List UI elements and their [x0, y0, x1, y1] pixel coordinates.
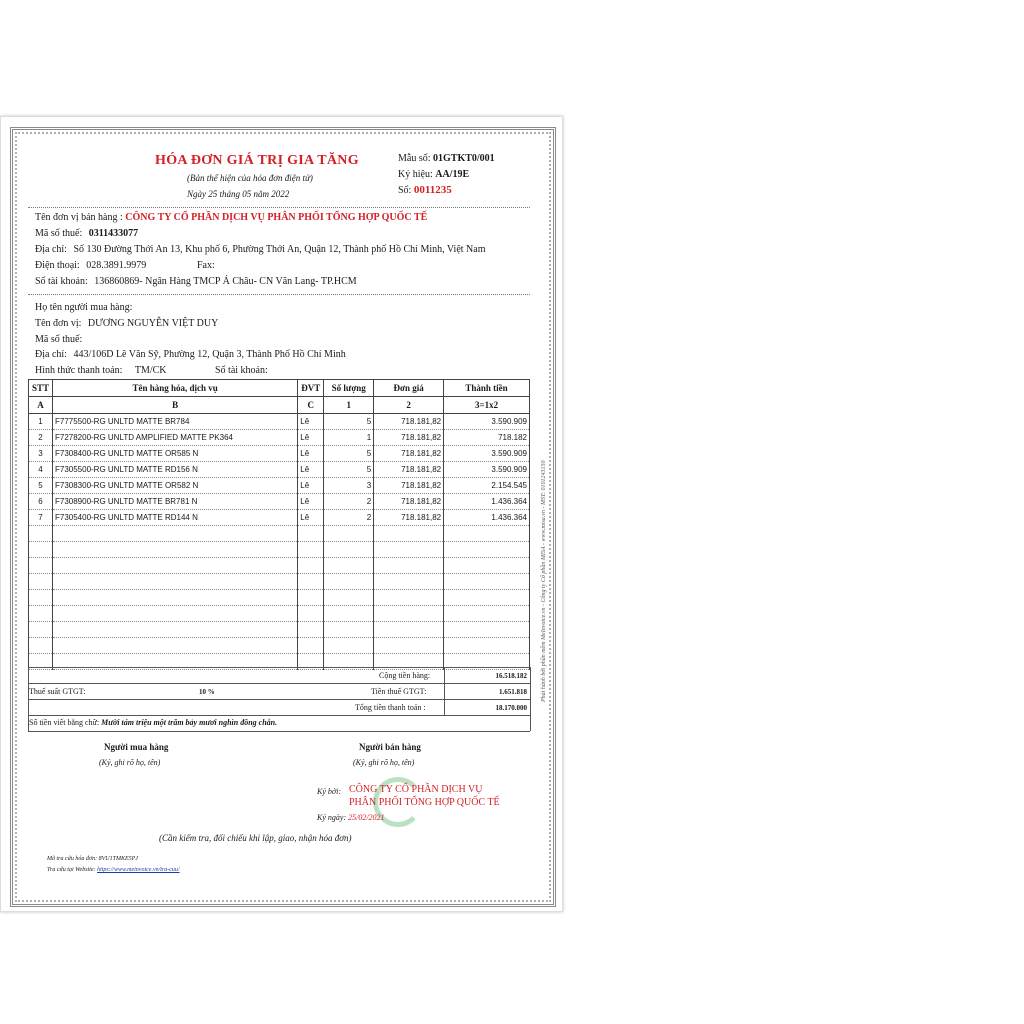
blank-cell — [374, 606, 444, 622]
blank-cell — [324, 590, 374, 606]
buyer-unit-label: Tên đơn vị: — [35, 318, 82, 329]
invoice-number — [398, 184, 452, 196]
seller-tax: 0311433077 — [88, 228, 139, 239]
items-table — [28, 379, 530, 670]
lookup-site-link[interactable]: https://www.meinvoice.vn/tra-cuu/ — [97, 867, 180, 873]
buyer-payment-label: Hình thức thanh toán: — [35, 365, 123, 376]
seller-fax-label: Fax: — [197, 260, 215, 271]
row-name: F7305400-RG UNLTD MATTE RD144 N — [52, 510, 297, 526]
blank-cell — [444, 606, 530, 622]
number-label: Số: — [398, 185, 412, 196]
blank-cell — [324, 606, 374, 622]
buyer-unit: DƯƠNG NGUYỄN VIỆT DUY — [87, 318, 219, 329]
vat-rate-label: Thuế suất GTGT: — [29, 687, 86, 696]
subheader-c: C — [298, 397, 324, 414]
row-stt: 7 — [29, 510, 53, 526]
total-label: Tổng tiền thanh toán : — [355, 703, 426, 712]
blank-cell — [444, 590, 530, 606]
blank-cell — [52, 542, 297, 558]
row-quantity: 3 — [324, 478, 374, 494]
blank-table-row — [29, 590, 530, 606]
table-header-row — [29, 380, 530, 397]
table-row — [29, 414, 530, 430]
buyer-address: 443/106D Lê Văn Sỹ, Phường 12, Quận 3, Thành Phố Hồ Chí Minh — [73, 349, 346, 360]
table-row — [29, 446, 530, 462]
row-quantity: 2 — [324, 494, 374, 510]
blank-table-row — [29, 574, 530, 590]
header-stt: STT — [29, 380, 53, 397]
row-price: 718.181,82 — [374, 510, 444, 526]
row-amount: 2.154.545 — [444, 478, 530, 494]
lookup-code: Mã tra cứu hóa đơn: 8VU1TMKE5PJ — [47, 856, 138, 862]
blank-cell — [298, 574, 324, 590]
blank-table-row — [29, 558, 530, 574]
number-value: 0011235 — [413, 184, 452, 196]
header-amount: Thành tiền — [444, 380, 530, 397]
lookup-site-row — [47, 867, 180, 873]
row-quantity: 1 — [324, 430, 374, 446]
blank-cell — [52, 574, 297, 590]
template-label: Mẫu số: — [398, 153, 431, 164]
seller-signature-note: (Ký, ghi rõ họ, tên) — [353, 758, 415, 767]
symbol-value: AA/19E — [435, 169, 470, 180]
words-label: Số tiền viết bằng chữ: — [29, 718, 100, 727]
signed-by-line2: PHÂN PHỐI TỔNG HỢP QUỐC TẾ — [349, 797, 500, 808]
blank-cell — [444, 638, 530, 654]
side-publisher-text: Phát hành bởi phần mềm MeInvoice.vn - Công ty Cổ phần MISA - www.misa.vn - MST: 0101243150 — [541, 460, 547, 702]
divider — [28, 667, 29, 731]
row-stt: 2 — [29, 430, 53, 446]
template-code — [398, 153, 495, 164]
invoice-date: Ngày 25 tháng 05 năm 2022 — [187, 189, 290, 199]
blank-cell — [444, 558, 530, 574]
buyer-address-row — [35, 349, 346, 360]
divider — [28, 207, 530, 208]
row-amount: 1.436.364 — [444, 510, 530, 526]
table-row — [29, 430, 530, 446]
blank-cell — [298, 590, 324, 606]
blank-cell — [52, 590, 297, 606]
table-row — [29, 494, 530, 510]
row-name: F7775500-RG UNLTD MATTE BR784 — [52, 414, 297, 430]
buyer-signature-note: (Ký, ghi rõ họ, tên) — [99, 758, 161, 767]
blank-cell — [324, 526, 374, 542]
blank-cell — [324, 574, 374, 590]
signed-date-label: Ký ngày: — [317, 813, 347, 822]
row-amount: 3.590.909 — [444, 462, 530, 478]
divider — [530, 667, 531, 731]
blank-cell — [374, 526, 444, 542]
blank-cell — [29, 638, 53, 654]
row-name: F7278200-RG UNLTD AMPLIFIED MATTE PK364 — [52, 430, 297, 446]
seller-phone-label: Điện thoại: — [35, 260, 80, 271]
blank-cell — [374, 622, 444, 638]
total-value: 18.170.000 — [495, 704, 527, 712]
subtotal-label: Cộng tiền hàng: — [379, 671, 431, 680]
row-amount: 1.436.364 — [444, 494, 530, 510]
subheader-1: 1 — [324, 397, 374, 414]
row-stt: 5 — [29, 478, 53, 494]
blank-cell — [52, 526, 297, 542]
blank-cell — [29, 606, 53, 622]
subheader-2: 2 — [374, 397, 444, 414]
amount-in-words-row — [29, 718, 277, 727]
totals-top-line — [28, 667, 530, 668]
buyer-address-label: Địa chỉ: — [35, 349, 67, 360]
row-unit: Lê — [298, 510, 324, 526]
subtotal-value: 16.518.182 — [495, 672, 527, 680]
blank-cell — [374, 590, 444, 606]
divider — [28, 715, 530, 716]
seller-phone-row — [35, 260, 146, 271]
table-subheader-row — [29, 397, 530, 414]
words-value: Mười tám triệu một trăm bảy mươi nghìn đồng chẵn. — [101, 718, 278, 727]
blank-cell — [324, 542, 374, 558]
seller-address-row — [35, 244, 486, 255]
row-quantity: 5 — [324, 446, 374, 462]
buyer-signature-title: Người mua hàng — [104, 742, 169, 752]
seller-tax-row — [35, 228, 138, 239]
buyer-tax-label: Mã số thuế: — [35, 334, 83, 345]
lookup-site-label: Tra cứu tại Website: — [47, 867, 96, 873]
header-price: Đơn giá — [374, 380, 444, 397]
blank-cell — [374, 574, 444, 590]
invoice-title: HÓA ĐƠN GIÁ TRỊ GIA TĂNG — [155, 153, 359, 168]
vat-value: 1.651.818 — [499, 688, 527, 696]
seller-signature-title: Người bán hàng — [359, 742, 421, 752]
buyer-person-label: Họ tên người mua hàng: — [35, 302, 133, 313]
blank-table-row — [29, 542, 530, 558]
blank-cell — [29, 526, 53, 542]
template-value: 01GTKT0/001 — [433, 153, 495, 164]
blank-table-row — [29, 638, 530, 654]
signed-date-row — [317, 813, 385, 822]
signed-by-label: Ký bởi: — [317, 787, 342, 796]
row-unit: Lê — [298, 494, 324, 510]
blank-table-row — [29, 622, 530, 638]
row-stt: 6 — [29, 494, 53, 510]
blank-cell — [52, 622, 297, 638]
row-price: 718.181,82 — [374, 430, 444, 446]
seller-account-row — [35, 276, 357, 287]
blank-cell — [52, 606, 297, 622]
blank-cell — [29, 590, 53, 606]
blank-cell — [52, 558, 297, 574]
totals-divider — [444, 667, 445, 715]
row-stt: 4 — [29, 462, 53, 478]
blank-cell — [374, 542, 444, 558]
blank-cell — [324, 558, 374, 574]
buyer-account-label: Số tài khoản: — [215, 365, 268, 376]
row-stt: 1 — [29, 414, 53, 430]
footer-note: (Cần kiểm tra, đối chiếu khi lập, giao, nhận hóa đơn) — [159, 833, 352, 843]
subheader-a: A — [29, 397, 53, 414]
row-name: F7308300-RG UNLTD MATTE OR582 N — [52, 478, 297, 494]
blank-cell — [298, 638, 324, 654]
row-name: F7308900-RG UNLTD MATTE BR781 N — [52, 494, 297, 510]
subheader-b: B — [52, 397, 297, 414]
blank-cell — [324, 622, 374, 638]
seller-account: 136860869- Ngân Hàng TMCP Á Châu- CN Văn Lang- TP.HCM — [94, 276, 357, 287]
table-row — [29, 478, 530, 494]
blank-table-row — [29, 606, 530, 622]
header-quantity: Số lượng — [324, 380, 374, 397]
row-amount: 3.590.909 — [444, 446, 530, 462]
blank-table-row — [29, 526, 530, 542]
seller-address-label: Địa chỉ: — [35, 244, 67, 255]
seller-account-label: Số tài khoản: — [35, 276, 88, 287]
divider — [28, 683, 530, 684]
vat-rate-value: 10 % — [199, 688, 215, 696]
invoice-subtitle: (Bản thể hiện của hóa đơn điện tử) — [187, 173, 313, 183]
signed-date-value: 25/02/2021 — [348, 813, 385, 822]
row-name: F7305500-RG UNLTD MATTE RD156 N — [52, 462, 297, 478]
seller-tax-label: Mã số thuế: — [35, 228, 83, 239]
blank-cell — [29, 558, 53, 574]
blank-cell — [298, 542, 324, 558]
row-unit: Lê — [298, 430, 324, 446]
divider — [28, 699, 530, 700]
invoice-sheet — [0, 116, 563, 912]
seller-phone: 028.3891.9979 — [86, 260, 147, 271]
buyer-payment-row — [35, 365, 167, 376]
table-bottom-line — [28, 731, 530, 732]
header-unit: ĐVT — [298, 380, 324, 397]
row-name: F7308400-RG UNLTD MATTE OR585 N — [52, 446, 297, 462]
blank-cell — [29, 622, 53, 638]
table-row — [29, 510, 530, 526]
blank-cell — [298, 622, 324, 638]
row-price: 718.181,82 — [374, 478, 444, 494]
buyer-payment: TM/CK — [134, 365, 167, 376]
blank-cell — [444, 574, 530, 590]
blank-cell — [374, 558, 444, 574]
vat-label: Tiền thuế GTGT: — [371, 687, 427, 696]
row-price: 718.181,82 — [374, 494, 444, 510]
row-unit: Lê — [298, 446, 324, 462]
row-quantity: 5 — [324, 414, 374, 430]
blank-cell — [444, 622, 530, 638]
row-quantity: 5 — [324, 462, 374, 478]
blank-cell — [374, 638, 444, 654]
row-quantity: 2 — [324, 510, 374, 526]
row-unit: Lê — [298, 414, 324, 430]
seller-name-label: Tên đơn vị bán hàng : — [35, 212, 123, 223]
row-price: 718.181,82 — [374, 446, 444, 462]
buyer-unit-row — [35, 318, 218, 329]
row-amount: 718.182 — [444, 430, 530, 446]
row-amount: 3.590.909 — [444, 414, 530, 430]
blank-cell — [298, 606, 324, 622]
seller-name-row — [35, 212, 427, 223]
blank-cell — [444, 526, 530, 542]
blank-cell — [29, 574, 53, 590]
row-unit: Lê — [298, 462, 324, 478]
row-price: 718.181,82 — [374, 414, 444, 430]
blank-cell — [298, 558, 324, 574]
blank-cell — [324, 638, 374, 654]
signed-by-line1: CÔNG TY CỔ PHẦN DỊCH VỤ — [349, 784, 483, 795]
row-price: 718.181,82 — [374, 462, 444, 478]
header-name: Tên hàng hóa, dịch vụ — [52, 380, 297, 397]
symbol-code — [398, 169, 469, 180]
blank-cell — [52, 638, 297, 654]
seller-address: Số 130 Đường Thới An 13, Khu phố 6, Phường Thới An, Quận 12, Thành phố Hồ Chí Minh, Việt Nam — [73, 244, 486, 255]
symbol-label: Ký hiệu: — [398, 169, 433, 180]
row-unit: Lê — [298, 478, 324, 494]
row-stt: 3 — [29, 446, 53, 462]
subheader-3: 3=1x2 — [444, 397, 530, 414]
blank-cell — [298, 526, 324, 542]
divider — [28, 294, 530, 295]
table-row — [29, 462, 530, 478]
seller-name: CÔNG TY CỔ PHẦN DỊCH VỤ PHÂN PHỐI TỔNG HỢP QUỐC TẾ — [125, 212, 428, 223]
blank-cell — [29, 542, 53, 558]
blank-cell — [444, 542, 530, 558]
